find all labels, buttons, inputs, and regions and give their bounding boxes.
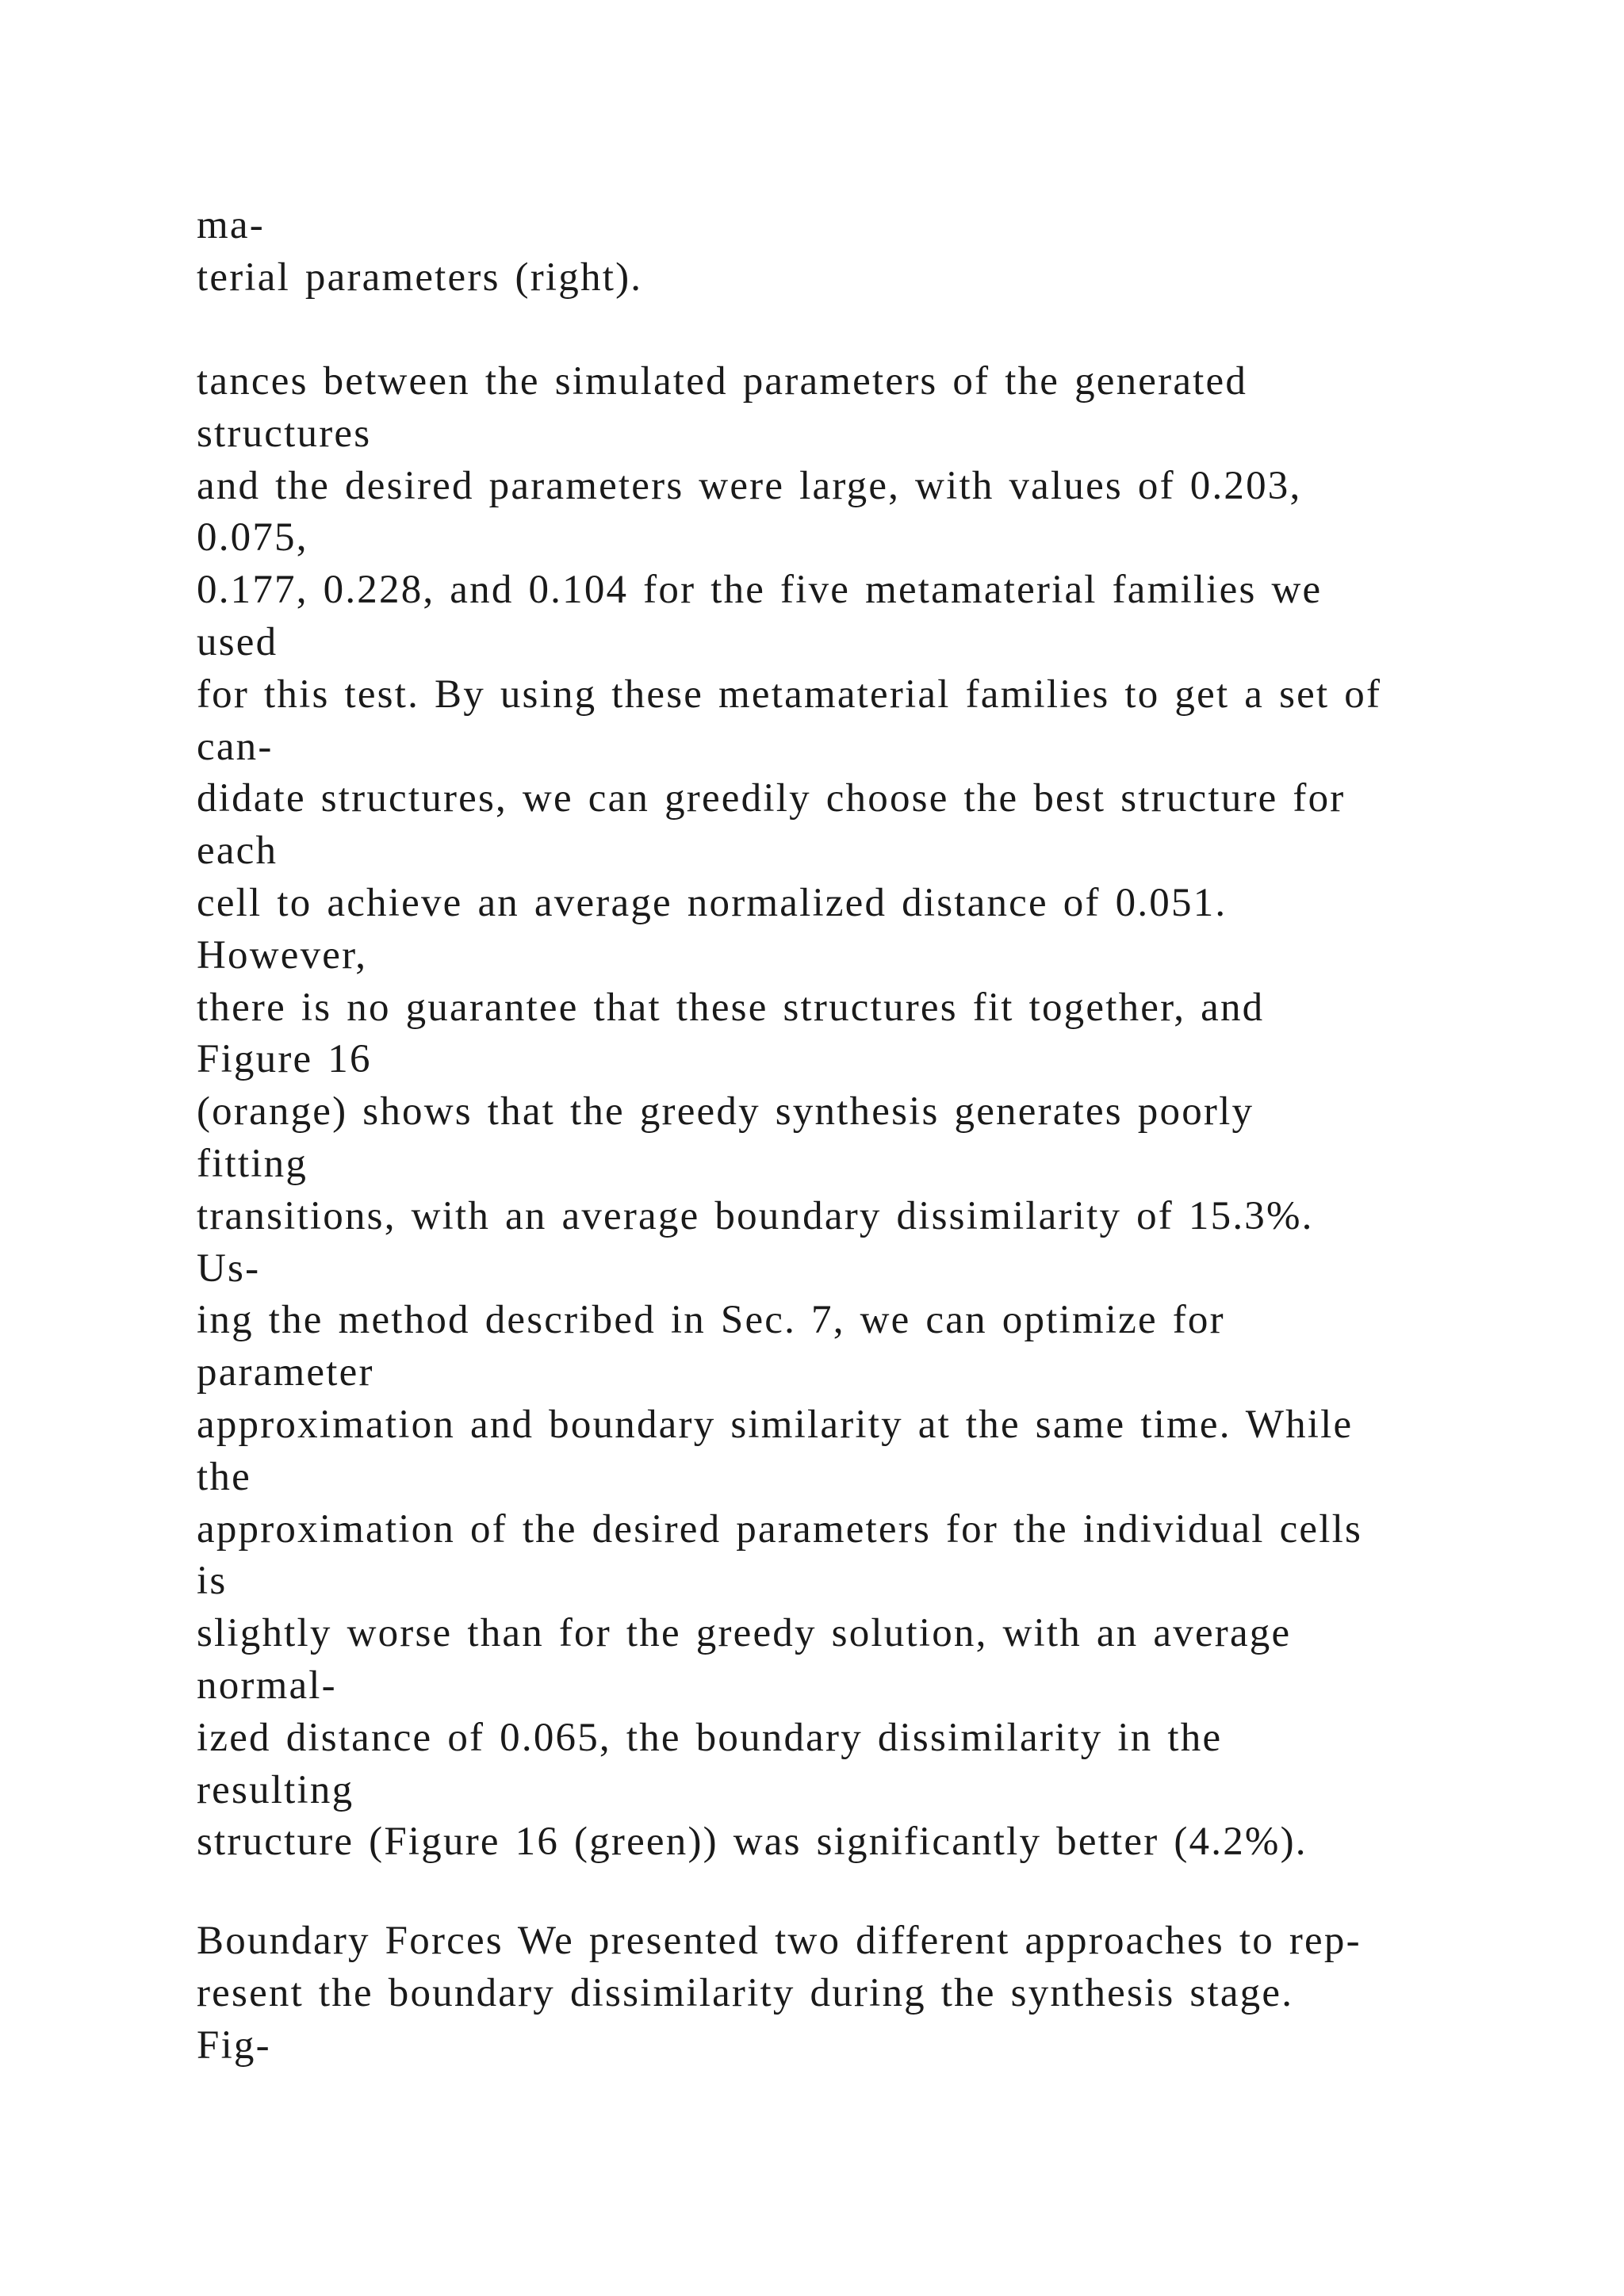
text-line: Figure 16 bbox=[197, 1037, 372, 1082]
text-line: resulting bbox=[197, 1767, 354, 1812]
text-line: Fig- bbox=[197, 2022, 271, 2068]
text-line: 0.075, bbox=[197, 515, 308, 561]
text-line: structures bbox=[197, 411, 372, 456]
paragraph-boundary-forces bbox=[197, 1915, 1505, 2072]
text-line: resent the boundary dissimilarity during the synthesis stage. bbox=[197, 1970, 1294, 2015]
text-line: each bbox=[197, 828, 278, 874]
text-line: can- bbox=[197, 724, 274, 769]
text-line: transitions, with an average boundary dissimilarity of 15.3%. bbox=[197, 1193, 1314, 1238]
text-line: there is no guarantee that these structures fit together, and bbox=[197, 985, 1265, 1030]
text-line: approximation and boundary similarity at the same time. While bbox=[197, 1402, 1354, 1447]
text-line: and the desired parameters were large, with values of 0.203, bbox=[197, 463, 1302, 508]
text-line: normal- bbox=[197, 1663, 337, 1708]
text-line: for this test. By using these metamaterial families to get a set of bbox=[197, 672, 1382, 717]
text-line: terial parameters (right). bbox=[197, 254, 643, 300]
text-line: used bbox=[197, 619, 278, 664]
paragraph-results bbox=[197, 356, 1505, 1869]
text-line: the bbox=[197, 1454, 251, 1499]
text-line: However, bbox=[197, 932, 368, 978]
text-line: tances between the simulated parameters of the generated bbox=[197, 359, 1248, 404]
text-line: slightly worse than for the greedy solution, with an average bbox=[197, 1611, 1292, 1656]
text-line: 0.177, 0.228, and 0.104 for the five metamaterial families we bbox=[197, 568, 1323, 613]
text-line: parameter bbox=[197, 1350, 374, 1395]
text-line: ing the method described in Sec. 7, we can optimize for bbox=[197, 1298, 1225, 1343]
text-line: approximation of the desired parameters for the individual cells bbox=[197, 1506, 1363, 1552]
text-line: Boundary Forces We presented two different approaches to rep- bbox=[197, 1919, 1362, 1963]
text-line: didate structures, we can greedily choose the best structure for bbox=[197, 776, 1346, 821]
text-line: fitting bbox=[197, 1141, 308, 1186]
text-line: is bbox=[197, 1559, 228, 1604]
text-line: ized distance of 0.065, the boundary dissimilarity in the bbox=[197, 1715, 1223, 1760]
text-line: structure (Figure 16 (green)) was significantly better (4.2%). bbox=[197, 1820, 1308, 1865]
text-line: (orange) shows that the greedy synthesis generates poorly bbox=[197, 1089, 1254, 1135]
text-line: Us- bbox=[197, 1246, 261, 1291]
paragraph-caption-fragment bbox=[197, 200, 1505, 304]
text-line: ma- bbox=[197, 203, 265, 247]
text-line: cell to achieve an average normalized distance of 0.051. bbox=[197, 880, 1228, 925]
